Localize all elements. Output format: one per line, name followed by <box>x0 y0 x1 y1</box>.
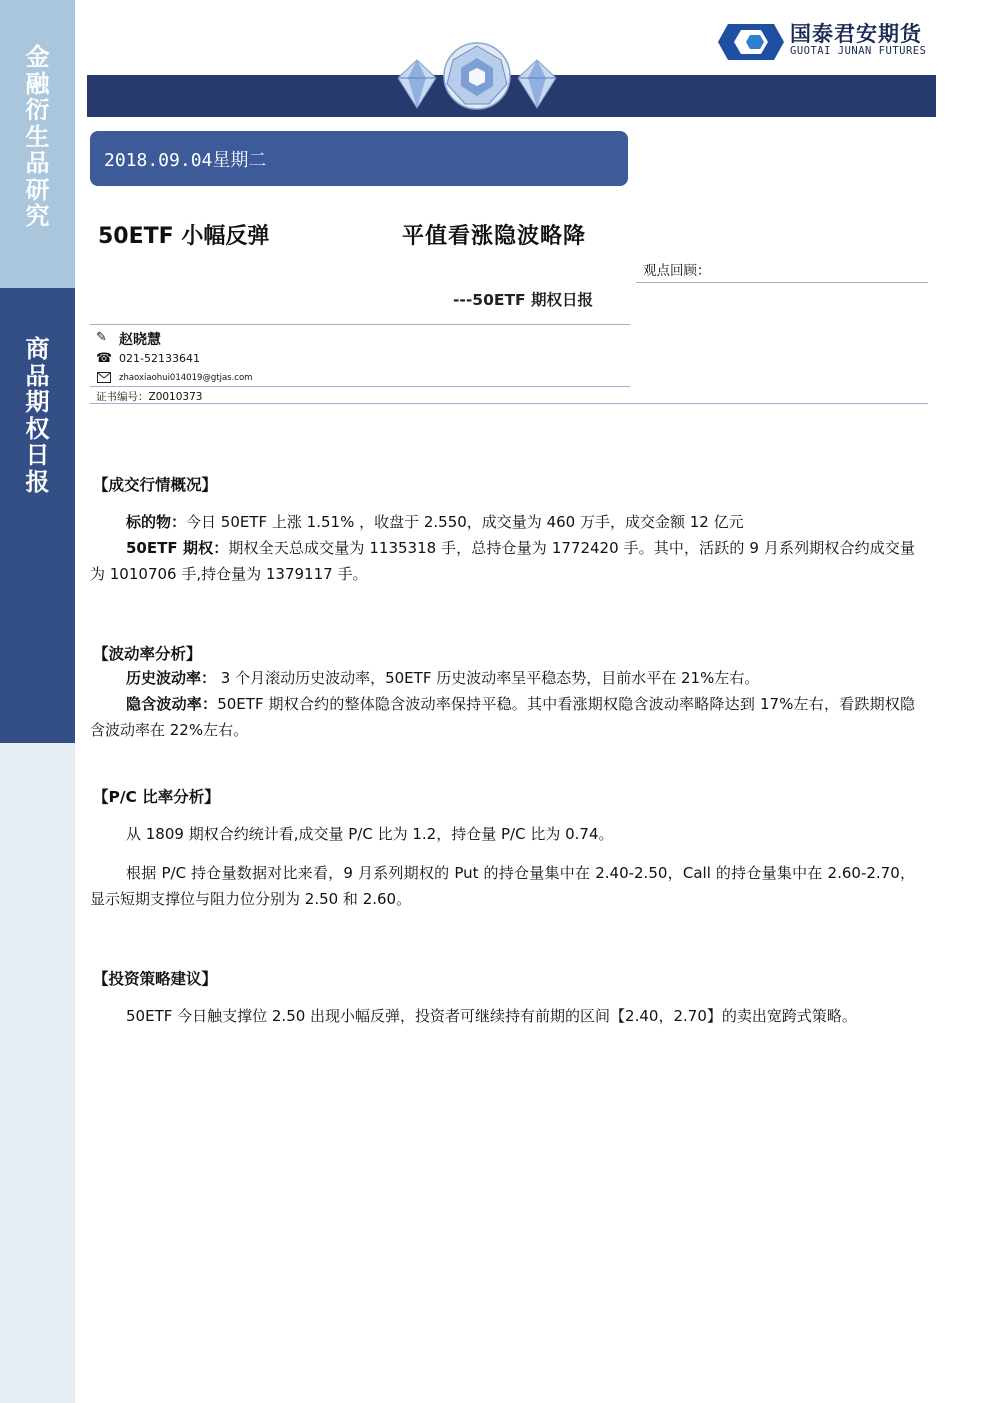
paragraph-text: 从 1809 期权合约统计看,成交量 P/C 比为 1.2，持仓量 P/C 比为 0.74。 <box>126 825 614 843</box>
paragraph <box>90 821 915 847</box>
sidebar-bottom-band <box>0 743 75 1403</box>
sidebar-category-label <box>0 44 75 230</box>
paragraph-label: 隐含波动率： <box>126 695 218 713</box>
company-name-cn: 国泰君安期货 <box>790 22 922 46</box>
author-email[interactable]: zhaoxiaohui014019@gtjas.com <box>119 373 253 383</box>
company-name-en: GUOTAI JUNAN FUTURES <box>790 45 927 57</box>
sidebar-char: 日 <box>25 440 50 469</box>
sidebar-report-type-label <box>0 336 75 495</box>
paragraph-label: 标的物： <box>126 513 187 531</box>
sidebar-char: 报 <box>25 466 50 496</box>
sidebar-char: 品 <box>25 148 50 177</box>
author-divider-mid <box>90 386 630 387</box>
paragraph <box>90 1003 915 1029</box>
review-divider <box>636 282 928 283</box>
paragraph <box>90 665 915 691</box>
paragraph-label: 历史波动率： <box>126 669 217 687</box>
author-license: 证书编号：Z0010373 <box>96 391 203 403</box>
paragraph-text: 3 个月滚动历史波动率，50ETF 历史波动率呈平稳态势，目前水平在 21%左右。 <box>216 669 760 687</box>
paragraph <box>90 509 915 535</box>
paragraph-text: 今日 50ETF 上涨 1.51% ，收盘于 2.550，成交量为 460 万手，成交金额 12 亿元 <box>186 513 744 531</box>
phone-icon: ☎ <box>96 351 113 366</box>
paragraph <box>90 691 915 743</box>
report-subtitle: ---50ETF 期权日报 <box>453 291 594 309</box>
sidebar-char: 金 <box>25 42 50 71</box>
sidebar-char: 品 <box>25 360 50 390</box>
paragraph-text: 50ETF 今日触支撑位 2.50 出现小幅反弹，投资者可继续持有前期的区间【2.40，2.70】的卖出宽跨式策略。 <box>126 1007 857 1025</box>
section-title: 【波动率分析】 <box>93 645 202 663</box>
pencil-icon: ✎ <box>96 330 107 345</box>
sidebar-char: 商 <box>25 334 50 363</box>
sidebar-char: 生 <box>25 121 50 151</box>
paragraph-text: 期权全天总成交量为 1135318 手，总持仓量为 1772420 手。其中，活跃的 9 月系列期权合约成交量为 1010706 手,持仓量为 1379117 手。 <box>90 539 915 583</box>
author-divider-bottom <box>90 403 928 404</box>
section-title: 【成交行情概况】 <box>93 476 218 494</box>
sidebar-char: 究 <box>25 201 50 230</box>
sidebar-char: 权 <box>25 413 50 443</box>
diamond-gem-icon <box>396 58 438 110</box>
paragraph-label: 50ETF 期权： <box>126 539 229 557</box>
report-date: 2018.09.04星期二 <box>104 150 267 171</box>
author-phone: 021-52133641 <box>119 352 200 365</box>
diamond-gem-icon <box>516 58 558 110</box>
paragraph-text: 根据 P/C 持仓量数据对比来看，9 月系列期权的 Put 的持仓量集中在 2.40-2.50，Call 的持仓量集中在 2.60-2.70，显示短期支撑位与阻力位分别为 2.50 和 2.60。 <box>90 864 915 908</box>
paragraph <box>90 535 915 587</box>
author-divider-top <box>90 324 630 325</box>
paragraph-text: 50ETF 期权合约的整体隐含波动率保持平稳。其中看涨期权隐含波动率略降达到 17%左右，看跌期权隐含波动率在 22%左右。 <box>90 695 915 739</box>
report-title-left: 50ETF 小幅反弹 <box>98 224 270 249</box>
sidebar-char: 衍 <box>25 95 50 124</box>
author-name: 赵晓慧 <box>119 332 161 348</box>
paragraph <box>90 860 915 912</box>
review-label: 观点回顾： <box>643 263 711 279</box>
diamond-gem-icon <box>441 40 513 112</box>
report-title-right: 平值看涨隐波略降 <box>402 224 587 249</box>
sidebar-char: 研 <box>25 174 50 204</box>
sidebar-char: 期 <box>25 387 50 416</box>
section-title: 【P/C 比率分析】 <box>93 788 220 806</box>
email-icon <box>97 372 111 383</box>
section-title: 【投资策略建议】 <box>93 970 218 988</box>
sidebar-char: 融 <box>25 68 50 98</box>
